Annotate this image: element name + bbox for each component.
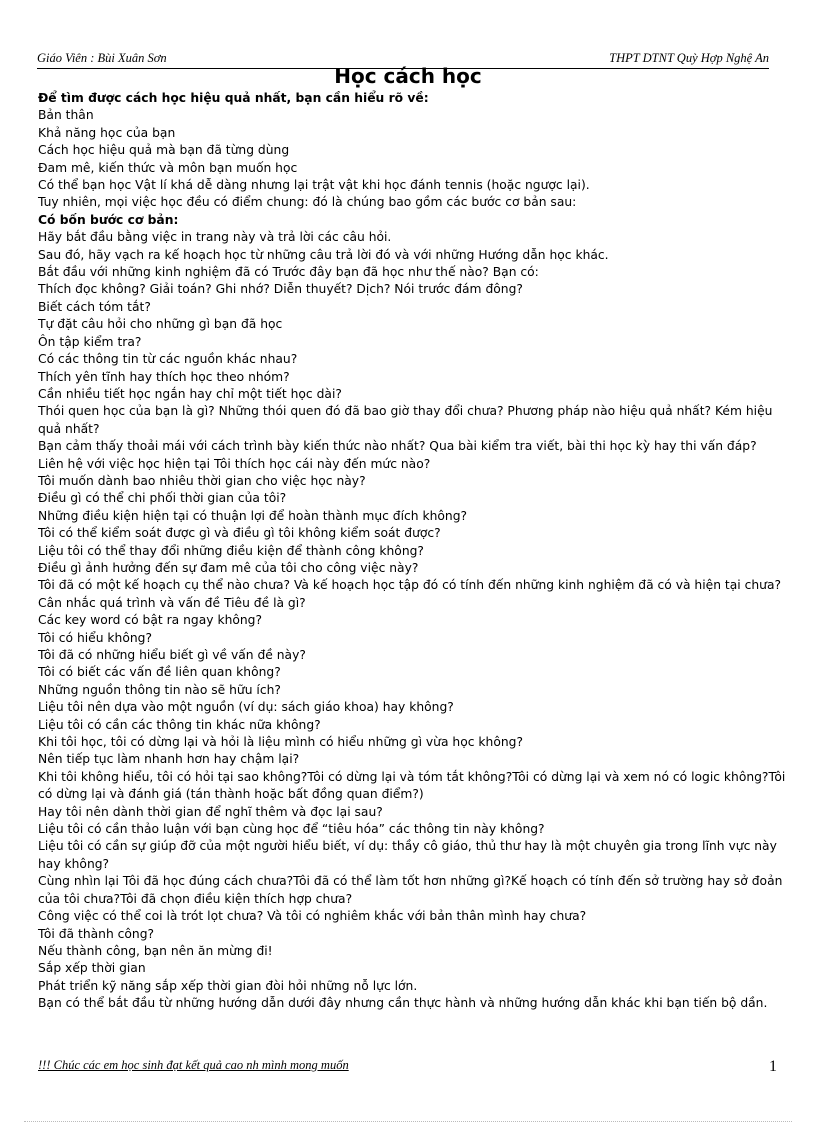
body-line: Khi tôi không hiểu, tôi có hỏi tại sao không?Tôi có dừng lại và tóm tắt không?Tôi có dừng lại và xem nó có logic không?Tôi có dừng lại và đánh giá (tán thành hoặc bất đồng quan điểm?) bbox=[38, 769, 786, 802]
body-line: Thói quen học của bạn là gì? Những thói quen đó đã bao giờ thay đổi chưa? Phương pháp nào hiệu quả nhất? Kém hiệu quả nhất? bbox=[38, 404, 773, 436]
section-heading: Có bốn bước cơ bản: bbox=[38, 212, 179, 227]
body-line: Điều gì ảnh hưởng đến sự đam mê của tôi cho công việc này? bbox=[38, 560, 419, 575]
body-line: Ôn tập kiểm tra? bbox=[38, 334, 142, 349]
body-line: Tôi có thể kiểm soát được gì và điều gì tôi không kiểm soát được? bbox=[38, 526, 441, 541]
footer-text: !!! Chúc các em học sinh đạt kết quả cao nh mình mong muốn bbox=[38, 1058, 349, 1072]
document-body bbox=[38, 90, 788, 1013]
page-title: Học cách học bbox=[334, 64, 482, 88]
body-line: Bắt đầu với những kinh nghiệm đã có Trước đây bạn đã học như thế nào? Bạn có: bbox=[38, 265, 539, 280]
body-line: Liệu tôi nên dựa vào một nguồn (ví dụ: sách giáo khoa) hay không? bbox=[38, 700, 454, 715]
body-line: Cân nhắc quá trình và vấn đề Tiêu đề là gì? bbox=[38, 595, 306, 610]
body-line: Khi tôi học, tôi có dừng lại và hỏi là liệu mình có hiểu những gì vừa học không? bbox=[38, 735, 523, 750]
body-line: Liệu tôi có cần thảo luận với bạn cùng học để “tiêu hóa” các thông tin này không? bbox=[38, 822, 545, 837]
body-line: Đam mê, kiến thức và môn bạn muốn học bbox=[38, 160, 298, 175]
body-line: Tôi đã có những hiểu biết gì về vấn đề này? bbox=[38, 648, 306, 662]
body-line: Những nguồn thông tin nào sẽ hữu ích? bbox=[38, 682, 281, 697]
body-line: Thích đọc không? Giải toán? Ghi nhớ? Diễn thuyết? Dịch? Nói trước đám đông? bbox=[38, 282, 523, 297]
body-line: Tôi muốn dành bao nhiêu thời gian cho việc học này? bbox=[38, 473, 366, 488]
body-line: Liệu tôi có thể thay đổi những điều kiện để thành công không? bbox=[38, 543, 424, 558]
body-line: Có các thông tin từ các nguồn khác nhau? bbox=[38, 352, 298, 367]
body-line: Liệu tôi có cần các thông tin khác nữa không? bbox=[38, 717, 321, 732]
body-line: Bạn có thể bắt đầu từ những hướng dẫn dưới đây nhưng cần thực hành và những hướng dẫn khác khi bạn tiến bộ dần. bbox=[38, 996, 768, 1011]
body-line: Những điều kiện hiện tại có thuận lợi để hoàn thành mục đích không? bbox=[38, 508, 468, 523]
body-line: Cùng nhìn lại Tôi đã học đúng cách chưa?Tôi đã có thể làm tốt hơn những gì?Kế hoạch có tính đến sở trường hay sở đoản của tôi chưa?Tôi đã chọn điều kiện thích hợp chưa? bbox=[38, 874, 783, 906]
body-line: Liệu tôi có cần sự giúp đỡ của một người hiểu biết, ví dụ: thầy cô giáo, thủ thư hay là một chuyên gia trong lĩnh vực này hay không? bbox=[38, 839, 777, 871]
body-line: Hay tôi nên dành thời gian để nghĩ thêm và đọc lại sau? bbox=[38, 804, 383, 819]
body-line: Tôi đã có một kế hoạch cụ thể nào chưa? Và kế hoạch học tập đó có tính đến những kinh nghiệm đã có và hiện tại chưa? bbox=[38, 578, 782, 593]
body-line: Sắp xếp thời gian bbox=[38, 961, 146, 976]
body-line: Tự đặt câu hỏi cho những gì bạn đã học bbox=[38, 317, 283, 332]
body-line: Thích yên tĩnh hay thích học theo nhóm? bbox=[38, 369, 290, 384]
body-line: Bản thân bbox=[38, 108, 94, 123]
body-line: Công việc có thể coi là trót lọt chưa? Và tôi có nghiêm khắc với bản thân mình hay chưa? bbox=[38, 909, 587, 924]
body-line: Cần nhiều tiết học ngắn hay chỉ một tiết học dài? bbox=[38, 386, 342, 401]
body-line: Cách học hiệu quả mà bạn đã từng dùng bbox=[38, 143, 290, 158]
body-line: Tôi có hiểu không? bbox=[38, 630, 152, 645]
body-line: Tuy nhiên, mọi việc học đều có điểm chung: đó là chúng bao gồm các bước cơ bản sau: bbox=[38, 195, 577, 210]
body-line: Bạn cảm thấy thoải mái với cách trình bày kiến thức nào nhất? Qua bài kiểm tra viết, bài thi học kỳ hay thi vấn đáp? bbox=[38, 439, 757, 454]
body-line: Sau đó, hãy vạch ra kế hoạch học từ những câu trả lời đó và với những Hướng dẫn học khác. bbox=[38, 247, 609, 262]
section-heading: Để tìm được cách học hiệu quả nhất, bạn cần hiểu rõ về: bbox=[38, 91, 429, 105]
body-line: Nếu thành công, bạn nên ăn mừng đi! bbox=[38, 943, 273, 958]
body-line: Biết cách tóm tắt? bbox=[38, 299, 151, 314]
body-line: Hãy bắt đầu bằng việc in trang này và trả lời các câu hỏi. bbox=[38, 230, 392, 245]
body-line: Tôi đã thành công? bbox=[38, 926, 155, 941]
page-number: 1 bbox=[769, 1058, 777, 1075]
header-school: THPT DTNT Quỳ Hợp Nghệ An bbox=[609, 51, 769, 65]
page-break-line bbox=[24, 1121, 792, 1122]
body-line: Điều gì có thể chi phối thời gian của tôi? bbox=[38, 491, 287, 506]
body-line: Có thể bạn học Vật lí khá dễ dàng nhưng lại trật vật khi học đánh tennis (hoặc ngược lại). bbox=[38, 178, 590, 193]
body-line: Khả năng học của bạn bbox=[38, 125, 176, 140]
body-line: Nên tiếp tục làm nhanh hơn hay chậm lại? bbox=[38, 752, 300, 767]
body-line: Tôi có biết các vấn đề liên quan không? bbox=[38, 665, 281, 680]
header-teacher: Giáo Viên : Bùi Xuân Sơn bbox=[37, 51, 167, 65]
body-line: Phát triển kỹ năng sắp xếp thời gian đòi hỏi những nỗ lực lớn. bbox=[38, 978, 418, 993]
body-line: Liên hệ với việc học hiện tại Tôi thích học cái này đến mức nào? bbox=[38, 456, 431, 471]
body-line: Các key word có bật ra ngay không? bbox=[38, 613, 263, 628]
